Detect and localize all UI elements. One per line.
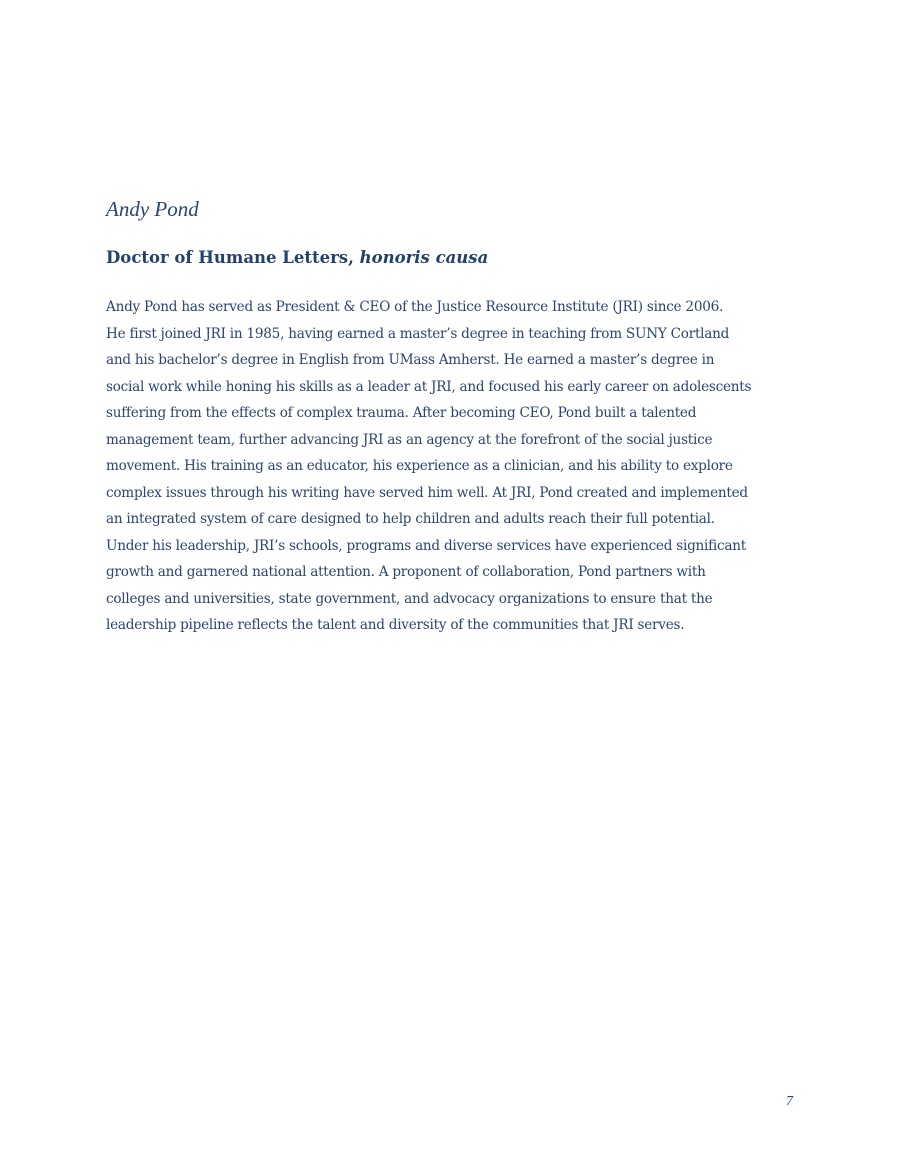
biography-paragraph bbox=[106, 294, 766, 639]
honoree-name: Andy Pond bbox=[106, 197, 199, 221]
bio-line: growth and garnered national attention. A proponent of collaboration, Pond partners with bbox=[106, 564, 706, 580]
page-number: 7 bbox=[786, 1094, 793, 1109]
bio-line: He first joined JRI in 1985, having earned a master’s degree in teaching from SUNY Cortland bbox=[106, 325, 730, 342]
bio-line: and his bachelor’s degree in English from UMass Amherst. He earned a master’s degree in bbox=[106, 352, 715, 368]
bio-line: suffering from the effects of complex trauma. After becoming CEO, Pond built a talented bbox=[106, 405, 697, 421]
bio-line: movement. His training as an educator, his experience as a clinician, and his ability to explore bbox=[106, 458, 733, 474]
bio-line: Under his leadership, JRI’s schools, programs and diverse services have experienced significant bbox=[106, 537, 746, 554]
bio-line: complex issues through his writing have served him well. At JRI, Pond created and implemented bbox=[106, 484, 748, 501]
degree-heading bbox=[106, 248, 488, 267]
degree-title: Doctor of Humane Letters, bbox=[106, 248, 354, 267]
bio-line: management team, further advancing JRI as an agency at the forefront of the social justice bbox=[106, 431, 713, 448]
bio-line: leadership pipeline reflects the talent and diversity of the communities that JRI serves. bbox=[106, 617, 685, 633]
degree-honoris-causa: honoris causa bbox=[353, 248, 489, 267]
bio-line: an integrated system of care designed to help children and adults reach their full potential. bbox=[106, 511, 715, 527]
bio-line: social work while honing his skills as a leader at JRI, and focused his early career on adolescents bbox=[106, 378, 752, 395]
bio-line: Andy Pond has served as President & CEO of the Justice Resource Institute (JRI) since 2006. bbox=[106, 299, 724, 315]
bio-line: colleges and universities, state government, and advocacy organizations to ensure that the bbox=[106, 590, 713, 607]
